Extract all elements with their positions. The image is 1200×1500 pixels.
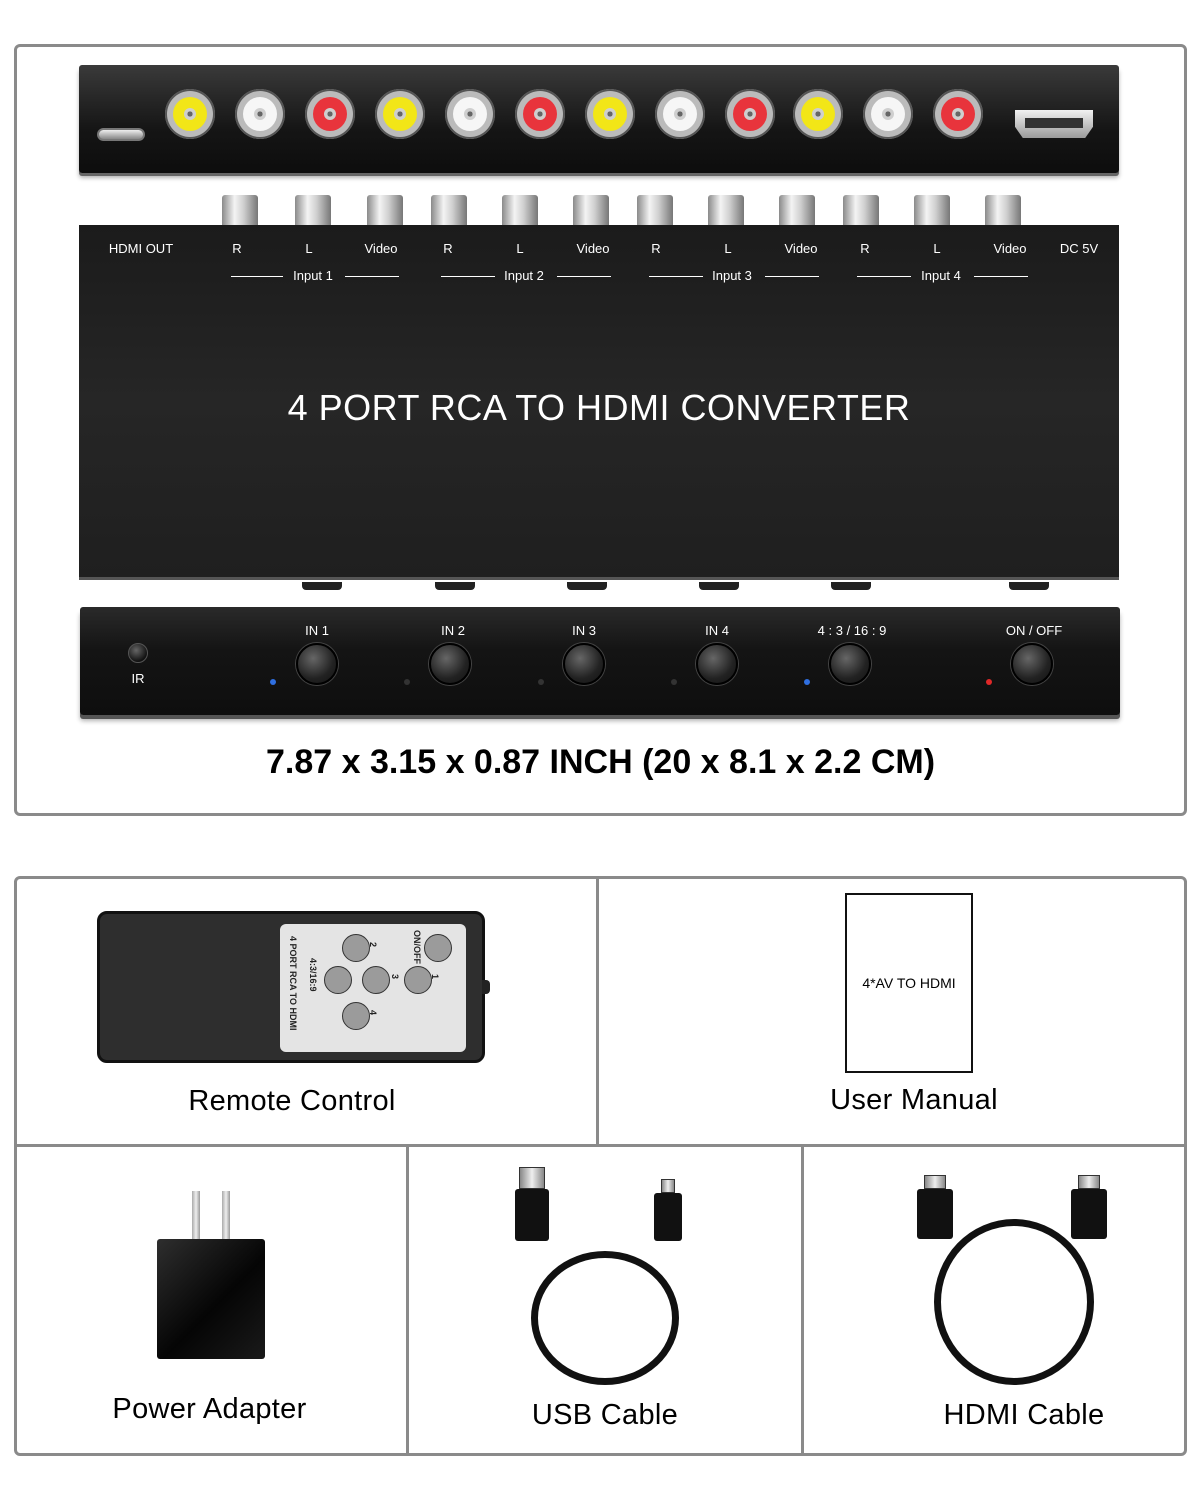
- usb-cable-caption: USB Cable: [531, 1399, 679, 1431]
- button-label: IN 2: [441, 623, 465, 638]
- led-red-icon: [986, 679, 992, 685]
- group-divider: [557, 276, 611, 277]
- remote-face: [280, 924, 466, 1052]
- power-button[interactable]: [1011, 643, 1053, 685]
- rca-jack-yellow-icon: [585, 89, 635, 139]
- channel-label: R: [443, 241, 453, 256]
- hdmi-port-icon: [1015, 110, 1093, 138]
- hdmi-plug-metal-icon: [924, 1175, 946, 1189]
- dimensions-text: 7.87 x 3.15 x 0.87 INCH (20 x 8.1 x 2.2 CM): [265, 743, 936, 781]
- in-4-button[interactable]: [696, 643, 738, 685]
- remote-label: 1: [430, 974, 440, 980]
- remote-label: 4 PORT RCA TO HDMI: [288, 936, 298, 1031]
- rca-connector-icon: [295, 195, 331, 229]
- channel-label: L: [933, 241, 941, 256]
- rca-jack-red-icon: [305, 89, 355, 139]
- input-group-label: Input 4: [921, 268, 961, 283]
- rca-connector-icon: [637, 195, 673, 229]
- channel-label: L: [724, 241, 732, 256]
- remote-control-icon: [97, 911, 485, 1063]
- remote-label: 4:3/16:9: [308, 958, 318, 992]
- channel-label: Video: [993, 241, 1027, 256]
- rca-connector-icon: [502, 195, 538, 229]
- rca-connector-icon: [573, 195, 609, 229]
- remote-label: 4: [368, 1010, 378, 1016]
- led-off-icon: [404, 679, 410, 685]
- group-divider: [974, 276, 1028, 277]
- in-1-button[interactable]: [296, 643, 338, 685]
- rca-jack-white-icon: [445, 89, 495, 139]
- channel-label: Video: [784, 241, 818, 256]
- led-off-icon: [671, 679, 677, 685]
- rca-connector-icon: [843, 195, 879, 229]
- channel-label: Video: [576, 241, 610, 256]
- remote-label: 3: [390, 974, 400, 980]
- in-2-button[interactable]: [429, 643, 471, 685]
- led-blue-icon: [804, 679, 810, 685]
- ir-sensor-icon: [128, 643, 148, 663]
- rca-jack-white-icon: [863, 89, 913, 139]
- rca-connector-icon: [779, 195, 815, 229]
- remote-label: ON/OFF: [412, 930, 422, 964]
- device-top-view: [79, 225, 1119, 577]
- device-foot: [1009, 582, 1049, 590]
- channel-label: Video: [364, 241, 398, 256]
- device-foot: [831, 582, 871, 590]
- remote-control-caption: Remote Control: [188, 1085, 396, 1117]
- usb-a-plug-icon: [515, 1189, 549, 1241]
- usb-a-plug-metal-icon: [519, 1167, 545, 1189]
- rca-jack-yellow-icon: [375, 89, 425, 139]
- channel-label: R: [232, 241, 242, 256]
- device-foot: [567, 582, 607, 590]
- remote-label: 2: [368, 942, 378, 948]
- button-label: IN 3: [572, 623, 596, 638]
- remote-button-4-icon: [342, 1002, 370, 1030]
- usb-cable-coil-icon: [531, 1251, 679, 1385]
- user-manual-icon: [845, 893, 973, 1073]
- usb-cable-cell: [409, 1147, 801, 1453]
- manual-cover-text: 4*AV TO HDMI: [862, 975, 956, 991]
- device-foot: [435, 582, 475, 590]
- led-off-icon: [538, 679, 544, 685]
- hdmi-out-label: HDMI OUT: [108, 241, 174, 256]
- ir-label: IR: [131, 671, 145, 686]
- button-label: IN 1: [305, 623, 329, 638]
- input-group-label: Input 2: [504, 268, 544, 283]
- remote-button-3-icon: [362, 966, 390, 994]
- button-label: 4 : 3 / 16 : 9: [817, 623, 887, 638]
- rca-jack-yellow-icon: [793, 89, 843, 139]
- rca-jack-red-icon: [933, 89, 983, 139]
- channel-label: L: [305, 241, 313, 256]
- rca-jack-white-icon: [655, 89, 705, 139]
- rca-jack-yellow-icon: [165, 89, 215, 139]
- button-label: ON / OFF: [1005, 623, 1063, 638]
- adapter-prongs: [182, 1191, 242, 1241]
- led-blue-icon: [270, 679, 276, 685]
- hdmi-cable-coil-icon: [934, 1219, 1094, 1385]
- hdmi-plug-icon: [917, 1189, 953, 1239]
- product-title: 4 PORT RCA TO HDMI CONVERTER: [287, 387, 911, 428]
- user-manual-cell: [599, 879, 1184, 1144]
- rca-connector-icon: [222, 195, 258, 229]
- hdmi-plug-metal-icon: [1078, 1175, 1100, 1189]
- user-manual-caption: User Manual: [830, 1084, 998, 1116]
- power-adapter-icon: [157, 1239, 265, 1359]
- rca-connector-icon: [985, 195, 1021, 229]
- device-back-panel: [79, 65, 1119, 173]
- device-front-panel: [80, 607, 1120, 715]
- group-divider: [231, 276, 283, 277]
- rca-jack-red-icon: [515, 89, 565, 139]
- power-adapter-caption: Power Adapter: [112, 1393, 307, 1425]
- rca-connector-icon: [708, 195, 744, 229]
- prong-icon: [192, 1191, 200, 1241]
- rca-connector-icon: [367, 195, 403, 229]
- input-group-label: Input 1: [293, 268, 333, 283]
- aspect-ratio-button[interactable]: [829, 643, 871, 685]
- in-3-button[interactable]: [563, 643, 605, 685]
- remote-button-2-icon: [342, 934, 370, 962]
- hdmi-cable-caption: HDMI Cable: [943, 1399, 1105, 1431]
- device-foot: [699, 582, 739, 590]
- group-divider: [345, 276, 399, 277]
- rca-connector-icon: [431, 195, 467, 229]
- rca-connector-icon: [914, 195, 950, 229]
- rca-jack-red-icon: [725, 89, 775, 139]
- channel-label: R: [651, 241, 661, 256]
- input-group-label: Input 3: [712, 268, 752, 283]
- button-label: IN 4: [705, 623, 729, 638]
- product-dimensions-panel: [14, 44, 1187, 816]
- group-divider: [765, 276, 819, 277]
- group-divider: [857, 276, 911, 277]
- channel-label: L: [516, 241, 524, 256]
- usb-c-port-icon: [97, 128, 145, 141]
- prong-icon: [222, 1191, 230, 1241]
- usb-c-plug-metal-icon: [661, 1179, 675, 1193]
- remote-aspect-button-icon: [324, 966, 352, 994]
- rca-jack-white-icon: [235, 89, 285, 139]
- channel-label: R: [860, 241, 870, 256]
- package-contents-panel: [14, 876, 1187, 1456]
- usb-c-plug-icon: [654, 1193, 682, 1241]
- device-foot: [302, 582, 342, 590]
- hdmi-plug-icon: [1071, 1189, 1107, 1239]
- group-divider: [441, 276, 495, 277]
- group-divider: [649, 276, 703, 277]
- remote-power-button-icon: [424, 934, 452, 962]
- remote-button-1-icon: [404, 966, 432, 994]
- hdmi-cable-cell: [804, 1147, 1184, 1453]
- dc-5v-label: DC 5V: [1059, 241, 1099, 256]
